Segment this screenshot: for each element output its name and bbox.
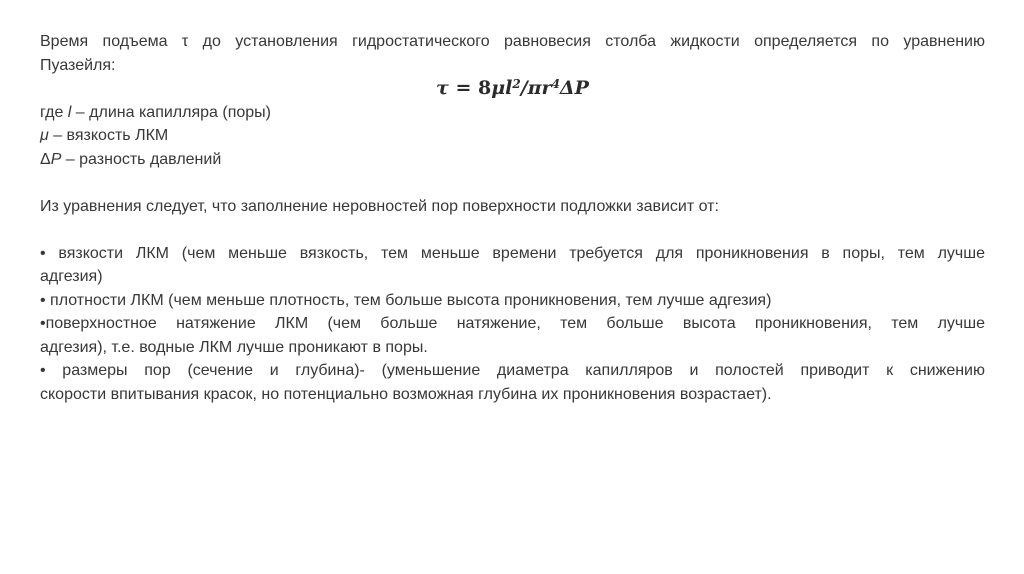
bullet-surface-tension-line-1: •поверхностное натяжение ЛКМ (чем больше натяжение, тем больше высота проникновения, тем лучше: [40, 315, 985, 332]
definition-viscosity: [40, 124, 985, 148]
formula-equals-coefficient: = 8: [448, 77, 492, 99]
bullet-viscosity-line-2: адгезия): [40, 268, 103, 285]
bullet-density: • плотности ЛКМ (чем меньше плотность, тем больше высота проникновения, тем лучше адгезия): [40, 291, 772, 309]
variable-l: l: [67, 103, 72, 121]
formula-pi-r: πr: [527, 77, 552, 99]
formula-superscript-4: 4: [551, 77, 560, 91]
intro-paragraph-line-1: Время подъема τ до установления гидростатического равновесия столба жидкости определяется по уравнению: [40, 33, 985, 50]
definition-text: – длина капилляра (поры): [71, 103, 271, 121]
bullet-surface-tension-line-2: адгезия), т.е. водные ЛКМ лучше проникают в поры.: [40, 338, 428, 356]
formula-delta-p: ΔP: [559, 77, 589, 99]
definition-capillary-length: [40, 101, 985, 125]
bullet-viscosity-line-1: • вязкости ЛКМ (чем меньше вязкость, тем меньше времени требуется для проникновения в поры, тем лучше: [40, 244, 985, 262]
formula-superscript-2: 2: [512, 77, 521, 91]
consequence-paragraph: Из уравнения следует, что заполнение неровностей пор поверхности подложки зависит от:: [40, 197, 719, 215]
blank-line: [40, 171, 985, 195]
definition-text: – вязкость ЛКМ: [48, 127, 169, 144]
formula-slash: /: [520, 77, 528, 99]
blank-line: [40, 218, 985, 242]
definition-text: – разность давлений: [61, 150, 222, 168]
definition-prefix: где: [40, 103, 68, 121]
formula-mu-l: μl: [491, 77, 513, 99]
variable-mu: μ: [40, 127, 49, 144]
formula-tau: τ: [436, 77, 449, 99]
bullet-pore-size-line-1: • размеры пор (сечение и глубина)- (уменьшение диаметра капилляров и полостей приводит к снижению: [40, 362, 985, 379]
definition-prefix: Δ: [40, 150, 51, 168]
variable-p: P: [50, 150, 62, 168]
slide-text-block: [40, 30, 985, 406]
poiseuille-formula: [40, 77, 985, 101]
intro-paragraph-line-2: Пуазейля:: [40, 56, 116, 74]
definition-pressure-difference: [40, 148, 985, 172]
bullet-pore-size-line-2: скорости впитывания красок, но потенциально возможная глубина их проникновения возрастает).: [40, 385, 772, 403]
